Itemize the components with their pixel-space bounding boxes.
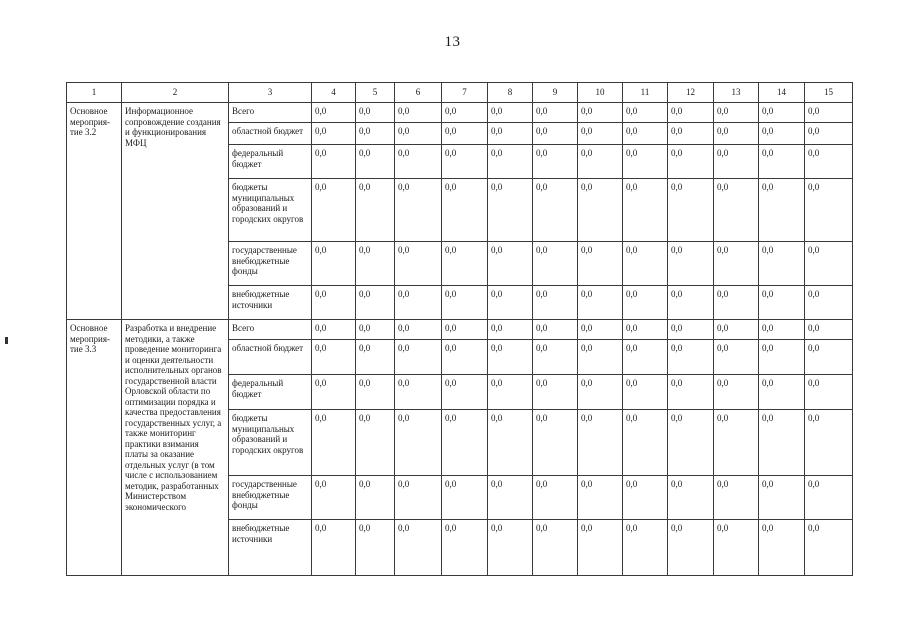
- value-cell: 0,0: [578, 123, 623, 145]
- event-description-cell: Разработка и внедрение методики, а также проведение мониторинга и оценки деятельности исполнительных органов государственной власти Орловской области по оптимизации порядка и качества предоставления государственных услуг, а также мониторинг практики взимания платы за оказание отдельных услуг (в том числе с использованием методик, разработанных Министерством экономического: [122, 320, 229, 576]
- value-cell: 0,0: [805, 123, 853, 145]
- value-cell: 0,0: [488, 375, 533, 410]
- header-cell-6: 6: [395, 83, 442, 103]
- value-cell: 0,0: [442, 123, 488, 145]
- funding-source-cell: Всего: [229, 320, 312, 340]
- value-cell: 0,0: [312, 123, 356, 145]
- value-cell: 0,0: [442, 179, 488, 242]
- value-cell: 0,0: [578, 340, 623, 375]
- value-cell: 0,0: [356, 145, 395, 179]
- funding-source-cell: внебюджетные источники: [229, 520, 312, 576]
- value-cell: 0,0: [533, 320, 578, 340]
- value-cell: 0,0: [623, 410, 668, 476]
- value-cell: 0,0: [668, 320, 714, 340]
- value-cell: 0,0: [805, 375, 853, 410]
- value-cell: 0,0: [312, 520, 356, 576]
- funding-source-cell: бюджеты муниципальных образований и городских округов: [229, 179, 312, 242]
- value-cell: 0,0: [356, 340, 395, 375]
- value-cell: 0,0: [488, 145, 533, 179]
- value-cell: 0,0: [759, 375, 805, 410]
- value-cell: 0,0: [395, 320, 442, 340]
- value-cell: 0,0: [533, 179, 578, 242]
- value-cell: 0,0: [442, 375, 488, 410]
- value-cell: 0,0: [623, 375, 668, 410]
- value-cell: 0,0: [668, 145, 714, 179]
- header-cell-11: 11: [623, 83, 668, 103]
- value-cell: 0,0: [668, 103, 714, 123]
- table-row: [67, 320, 853, 340]
- value-cell: 0,0: [805, 242, 853, 286]
- value-cell: 0,0: [714, 145, 759, 179]
- funding-source-cell: областной бюджет: [229, 340, 312, 375]
- value-cell: 0,0: [668, 340, 714, 375]
- budget-table: [66, 82, 853, 576]
- value-cell: 0,0: [668, 375, 714, 410]
- value-cell: 0,0: [442, 476, 488, 520]
- value-cell: 0,0: [356, 123, 395, 145]
- value-cell: 0,0: [623, 520, 668, 576]
- value-cell: 0,0: [533, 123, 578, 145]
- value-cell: 0,0: [805, 179, 853, 242]
- value-cell: 0,0: [805, 340, 853, 375]
- value-cell: 0,0: [759, 340, 805, 375]
- value-cell: 0,0: [714, 123, 759, 145]
- value-cell: 0,0: [805, 520, 853, 576]
- value-cell: 0,0: [805, 145, 853, 179]
- value-cell: 0,0: [395, 476, 442, 520]
- value-cell: 0,0: [714, 410, 759, 476]
- value-cell: 0,0: [356, 242, 395, 286]
- value-cell: 0,0: [442, 410, 488, 476]
- header-cell-2: 2: [122, 83, 229, 103]
- value-cell: 0,0: [759, 145, 805, 179]
- value-cell: 0,0: [312, 320, 356, 340]
- funding-source-cell: федеральный бюджет: [229, 375, 312, 410]
- value-cell: 0,0: [395, 242, 442, 286]
- value-cell: 0,0: [356, 410, 395, 476]
- header-cell-4: 4: [312, 83, 356, 103]
- header-cell-1: 1: [67, 83, 122, 103]
- value-cell: 0,0: [623, 103, 668, 123]
- value-cell: 0,0: [714, 375, 759, 410]
- value-cell: 0,0: [356, 520, 395, 576]
- value-cell: 0,0: [668, 242, 714, 286]
- value-cell: 0,0: [533, 103, 578, 123]
- value-cell: 0,0: [312, 476, 356, 520]
- value-cell: 0,0: [488, 340, 533, 375]
- header-row: [67, 83, 853, 103]
- value-cell: 0,0: [395, 375, 442, 410]
- value-cell: 0,0: [533, 145, 578, 179]
- value-cell: 0,0: [312, 242, 356, 286]
- value-cell: 0,0: [442, 520, 488, 576]
- value-cell: 0,0: [312, 410, 356, 476]
- value-cell: 0,0: [488, 410, 533, 476]
- value-cell: 0,0: [442, 340, 488, 375]
- value-cell: 0,0: [442, 145, 488, 179]
- value-cell: 0,0: [578, 103, 623, 123]
- value-cell: 0,0: [623, 123, 668, 145]
- value-cell: 0,0: [668, 179, 714, 242]
- header-cell-10: 10: [578, 83, 623, 103]
- value-cell: 0,0: [395, 123, 442, 145]
- value-cell: 0,0: [759, 179, 805, 242]
- value-cell: 0,0: [578, 145, 623, 179]
- value-cell: 0,0: [395, 410, 442, 476]
- value-cell: 0,0: [533, 340, 578, 375]
- value-cell: 0,0: [312, 340, 356, 375]
- value-cell: 0,0: [805, 476, 853, 520]
- value-cell: 0,0: [714, 320, 759, 340]
- value-cell: 0,0: [533, 476, 578, 520]
- funding-source-cell: бюджеты муниципальных образований и городских округов: [229, 410, 312, 476]
- value-cell: 0,0: [668, 410, 714, 476]
- value-cell: 0,0: [578, 320, 623, 340]
- value-cell: 0,0: [442, 103, 488, 123]
- value-cell: 0,0: [533, 286, 578, 320]
- value-cell: 0,0: [668, 476, 714, 520]
- value-cell: 0,0: [805, 286, 853, 320]
- value-cell: 0,0: [312, 286, 356, 320]
- value-cell: 0,0: [759, 242, 805, 286]
- value-cell: 0,0: [533, 375, 578, 410]
- header-cell-13: 13: [714, 83, 759, 103]
- value-cell: 0,0: [488, 520, 533, 576]
- funding-source-cell: федеральный бюджет: [229, 145, 312, 179]
- value-cell: 0,0: [533, 242, 578, 286]
- value-cell: 0,0: [668, 123, 714, 145]
- value-cell: 0,0: [488, 179, 533, 242]
- value-cell: 0,0: [395, 179, 442, 242]
- value-cell: 0,0: [714, 242, 759, 286]
- event-name-cell: Основное мероприя-тие 3.2: [67, 103, 122, 320]
- value-cell: 0,0: [759, 520, 805, 576]
- value-cell: 0,0: [442, 242, 488, 286]
- value-cell: 0,0: [533, 520, 578, 576]
- funding-source-cell: Всего: [229, 103, 312, 123]
- funding-source-cell: государственные внебюджетные фонды: [229, 476, 312, 520]
- value-cell: 0,0: [759, 320, 805, 340]
- value-cell: 0,0: [623, 242, 668, 286]
- value-cell: 0,0: [395, 103, 442, 123]
- value-cell: 0,0: [488, 242, 533, 286]
- value-cell: 0,0: [578, 410, 623, 476]
- value-cell: 0,0: [442, 320, 488, 340]
- value-cell: 0,0: [395, 286, 442, 320]
- header-cell-5: 5: [356, 83, 395, 103]
- value-cell: 0,0: [356, 286, 395, 320]
- value-cell: 0,0: [668, 520, 714, 576]
- header-cell-3: 3: [229, 83, 312, 103]
- value-cell: 0,0: [805, 410, 853, 476]
- value-cell: 0,0: [578, 286, 623, 320]
- value-cell: 0,0: [488, 286, 533, 320]
- value-cell: 0,0: [759, 286, 805, 320]
- value-cell: 0,0: [356, 179, 395, 242]
- value-cell: 0,0: [442, 286, 488, 320]
- value-cell: 0,0: [759, 410, 805, 476]
- funding-source-cell: областной бюджет: [229, 123, 312, 145]
- page-number: 13: [444, 34, 461, 50]
- funding-source-cell: государственные внебюджетные фонды: [229, 242, 312, 286]
- value-cell: 0,0: [312, 179, 356, 242]
- value-cell: 0,0: [578, 375, 623, 410]
- value-cell: 0,0: [714, 340, 759, 375]
- funding-source-cell: внебюджетные источники: [229, 286, 312, 320]
- value-cell: 0,0: [533, 410, 578, 476]
- value-cell: 0,0: [578, 476, 623, 520]
- value-cell: 0,0: [805, 103, 853, 123]
- value-cell: 0,0: [356, 103, 395, 123]
- value-cell: 0,0: [356, 320, 395, 340]
- value-cell: 0,0: [578, 179, 623, 242]
- value-cell: 0,0: [714, 179, 759, 242]
- value-cell: 0,0: [714, 476, 759, 520]
- value-cell: 0,0: [714, 520, 759, 576]
- table-row: [67, 103, 853, 123]
- value-cell: 0,0: [312, 375, 356, 410]
- value-cell: 0,0: [623, 340, 668, 375]
- scan-margin-mark: [5, 337, 8, 344]
- value-cell: 0,0: [578, 242, 623, 286]
- header-cell-14: 14: [759, 83, 805, 103]
- value-cell: 0,0: [312, 145, 356, 179]
- value-cell: 0,0: [623, 286, 668, 320]
- value-cell: 0,0: [623, 476, 668, 520]
- value-cell: 0,0: [578, 520, 623, 576]
- value-cell: 0,0: [759, 103, 805, 123]
- value-cell: 0,0: [395, 340, 442, 375]
- value-cell: 0,0: [488, 320, 533, 340]
- value-cell: 0,0: [714, 103, 759, 123]
- value-cell: 0,0: [395, 145, 442, 179]
- value-cell: 0,0: [714, 286, 759, 320]
- value-cell: 0,0: [759, 476, 805, 520]
- value-cell: 0,0: [623, 179, 668, 242]
- value-cell: 0,0: [488, 103, 533, 123]
- value-cell: 0,0: [488, 476, 533, 520]
- header-cell-7: 7: [442, 83, 488, 103]
- value-cell: 0,0: [668, 286, 714, 320]
- value-cell: 0,0: [805, 320, 853, 340]
- header-cell-15: 15: [805, 83, 853, 103]
- event-name-cell: Основное мероприя-тие 3.3: [67, 320, 122, 576]
- value-cell: 0,0: [356, 375, 395, 410]
- value-cell: 0,0: [395, 520, 442, 576]
- value-cell: 0,0: [312, 103, 356, 123]
- value-cell: 0,0: [623, 320, 668, 340]
- header-cell-8: 8: [488, 83, 533, 103]
- value-cell: 0,0: [623, 145, 668, 179]
- header-cell-9: 9: [533, 83, 578, 103]
- value-cell: 0,0: [759, 123, 805, 145]
- header-cell-12: 12: [668, 83, 714, 103]
- value-cell: 0,0: [356, 476, 395, 520]
- value-cell: 0,0: [488, 123, 533, 145]
- event-description-cell: Информационное сопровождение создания и функционирования МФЦ: [122, 103, 229, 320]
